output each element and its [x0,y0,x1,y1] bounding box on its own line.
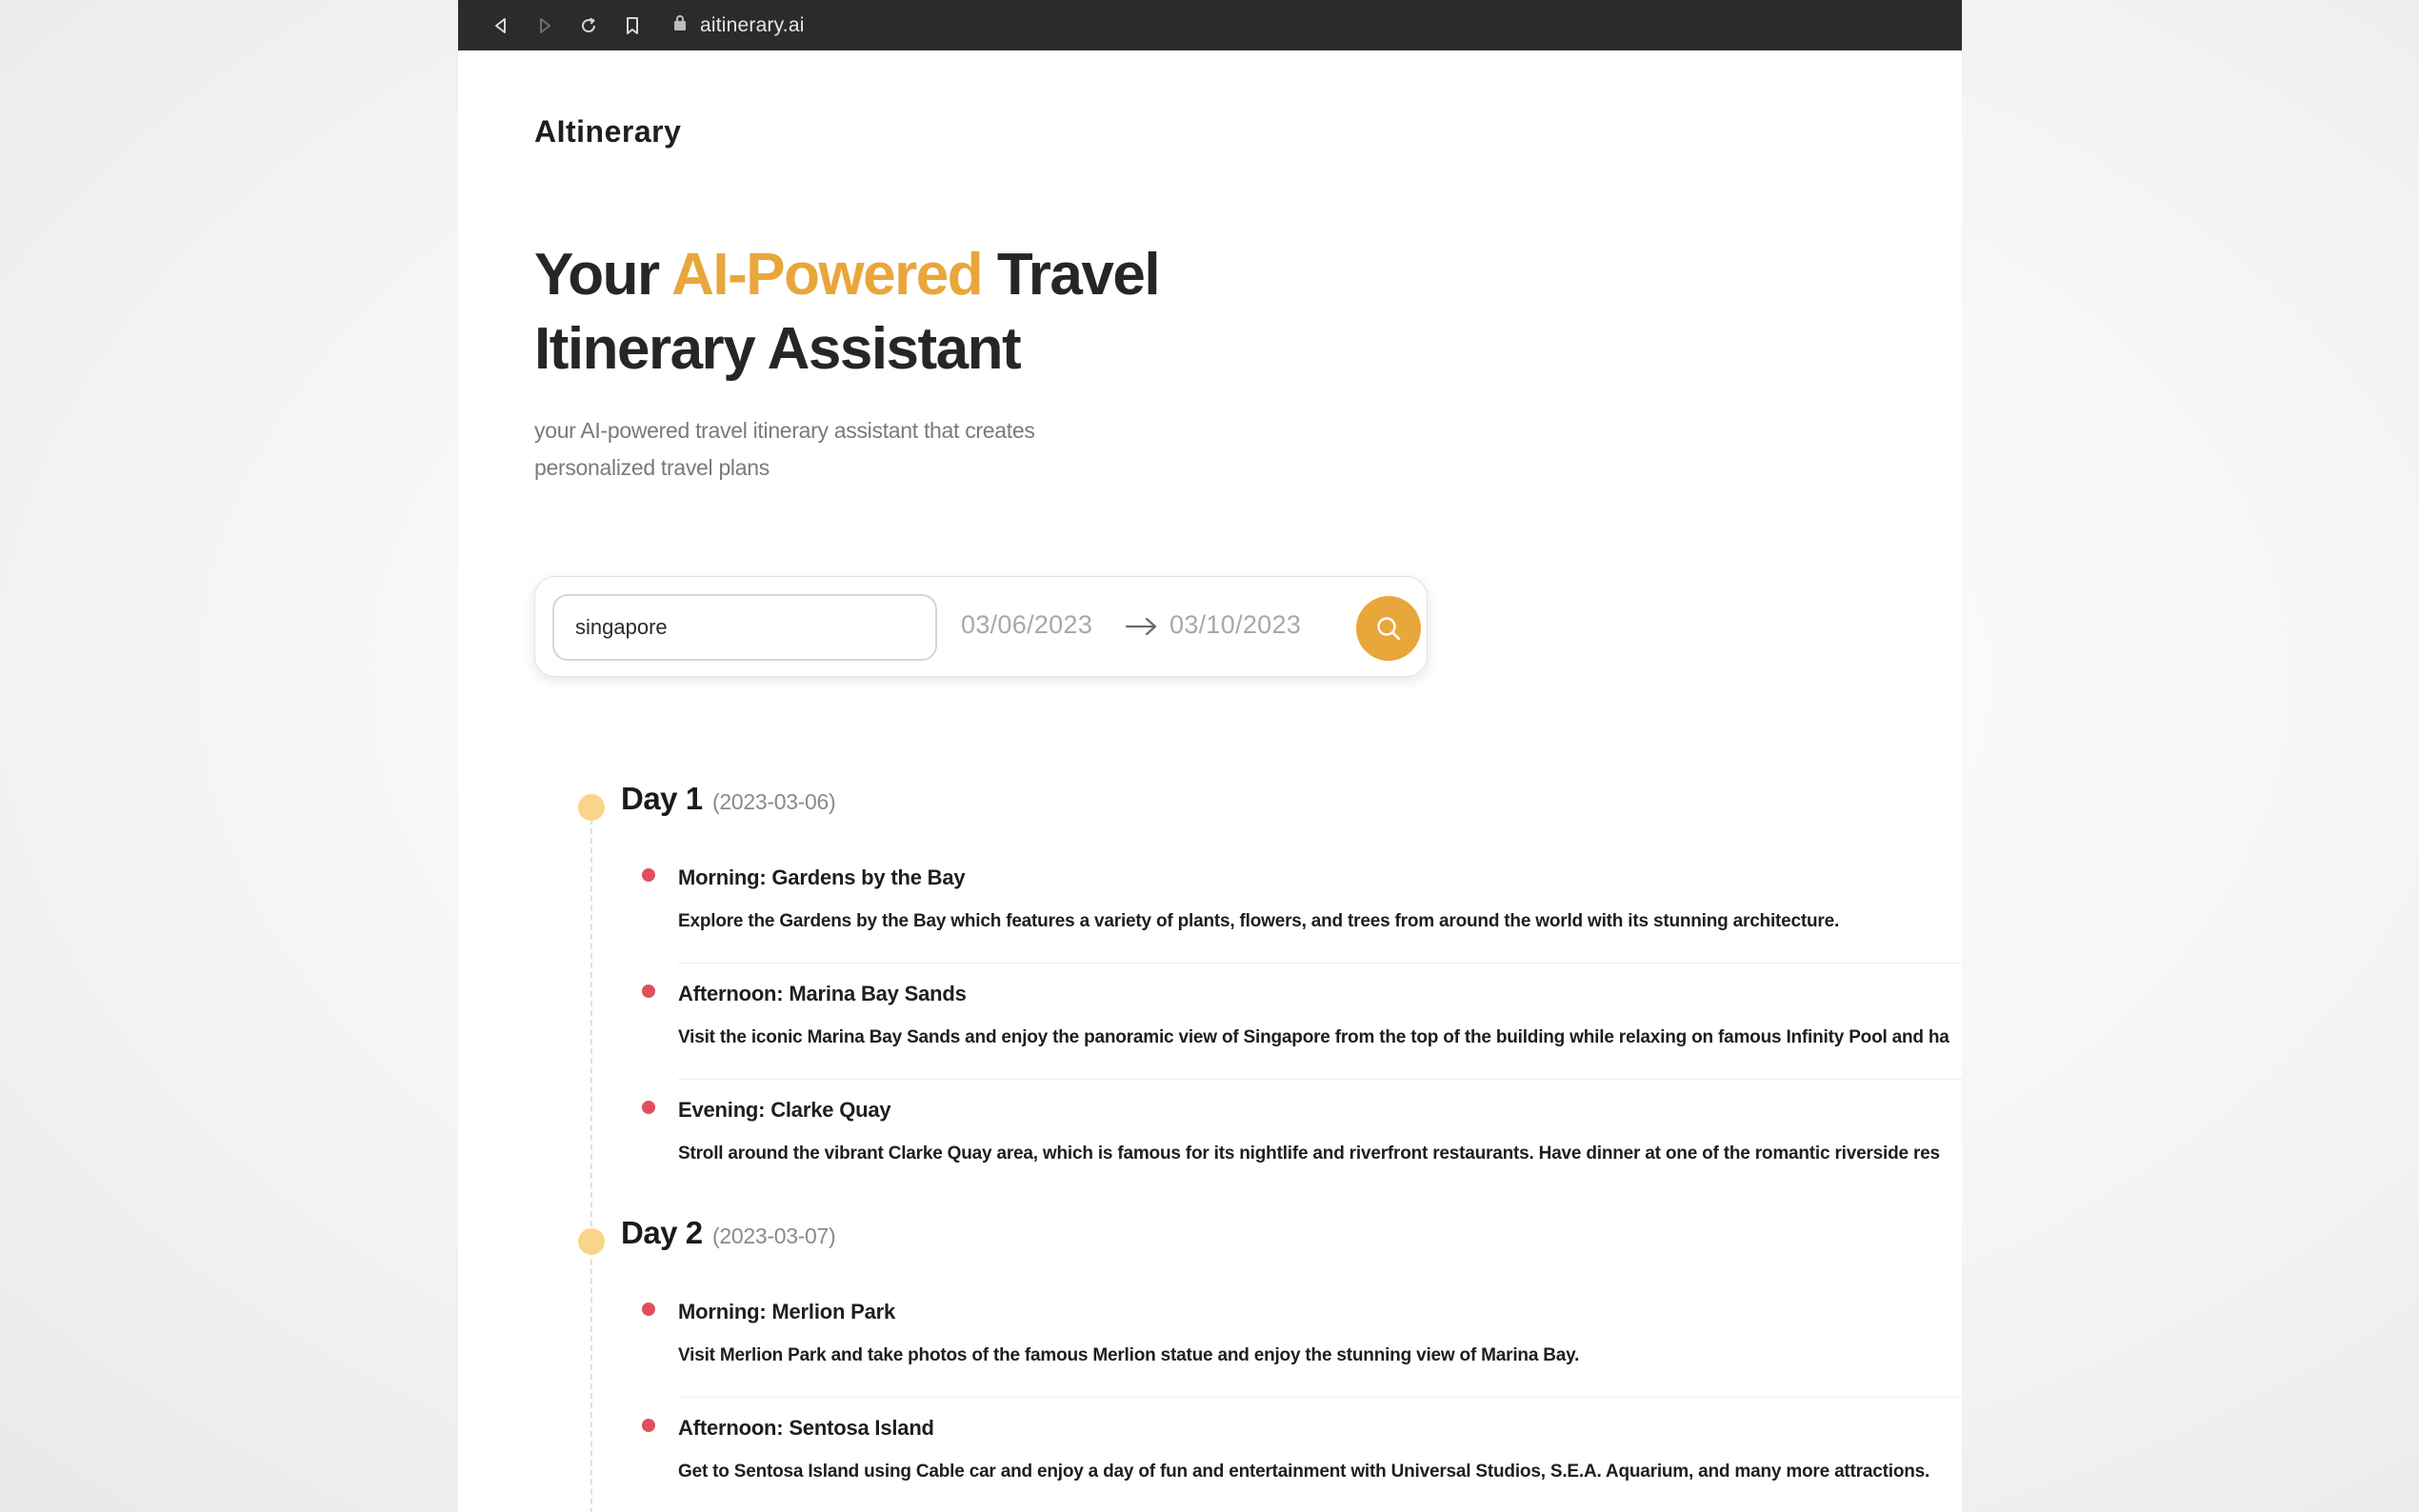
hero-title-accent: AI-Powered [671,242,983,308]
day-heading [621,1215,835,1251]
activity-title: Afternoon: Marina Bay Sands [678,982,967,1005]
day-label: Day 1 [621,781,703,816]
url-text: aitinerary.ai [700,13,805,36]
divider [678,1397,1962,1398]
activity-marker [642,1303,655,1316]
search-icon [1373,613,1404,644]
end-date-field[interactable]: 03/10/2023 [1170,610,1302,639]
activity-marker [642,1419,655,1432]
address-bar[interactable] [673,0,805,50]
search-button[interactable] [1356,596,1421,661]
browser-toolbar [458,0,1962,50]
start-date-field[interactable]: 03/06/2023 [961,610,1093,639]
activity-title: Evening: Clarke Quay [678,1098,891,1122]
day-date: (2023-03-06) [712,789,836,814]
activity-marker [642,1101,655,1114]
arrow-right-icon [1125,615,1159,638]
hero-title [534,238,1296,387]
day-heading [621,781,835,817]
forward-button[interactable] [523,0,567,50]
activity-marker [642,985,655,998]
activity-description: Visit Merlion Park and take photos of the famous Merlion statue and enjoy the stunning view of Marina Bay. [678,1345,1580,1365]
activity-item [458,1416,1962,1512]
browser-window [458,0,1962,1512]
day-marker [578,794,605,821]
hero-title-suffix: Travel [982,242,1160,308]
bookmark-button[interactable] [610,0,654,50]
activity-title: Morning: Gardens by the Bay [678,865,966,889]
activity-title: Afternoon: Sentosa Island [678,1416,934,1440]
hero-title-line2: Itinerary Assistant [534,316,1021,382]
back-button[interactable] [479,0,523,50]
activity-item [458,865,1962,982]
activity-item [458,1300,1962,1416]
activity-marker [642,868,655,882]
activity-item [458,982,1962,1098]
day-date: (2023-03-07) [712,1224,836,1248]
activity-description: Explore the Gardens by the Bay which features a variety of plants, flowers, and trees from around the world with its stunning architecture. [678,911,1840,931]
reload-button[interactable] [567,0,610,50]
activity-description: Stroll around the vibrant Clarke Quay area, which is famous for its nightlife and riverfront restaurants. Have dinner at one of the romantic riverside res [678,1144,1940,1164]
reload-icon [578,15,599,36]
bookmark-icon [622,15,643,36]
hero-subtitle: your AI-powered travel itinerary assistant that creates personalized travel plans [534,418,1035,480]
day-label: Day 2 [621,1215,703,1250]
activity-description: Visit the iconic Marina Bay Sands and enjoy the panoramic view of Singapore from the top of the building while relaxing on famous Infinity Pool and ha [678,1027,1949,1047]
back-icon [490,15,511,36]
day-marker [578,1228,605,1255]
forward-icon [534,15,555,36]
activity-title: Morning: Merlion Park [678,1300,896,1323]
destination-input[interactable] [552,594,937,661]
lock-icon [673,14,687,36]
search-form [534,576,1428,677]
divider [678,963,1962,964]
app-logo[interactable]: AItinerary [534,114,682,149]
activity-description: Get to Sentosa Island using Cable car and enjoy a day of fun and entertainment with Universal Studios, S.E.A. Aquarium, and many more attractions. [678,1462,1930,1482]
hero-title-prefix: Your [534,242,672,308]
activity-item [458,1098,1962,1214]
divider [678,1079,1962,1080]
